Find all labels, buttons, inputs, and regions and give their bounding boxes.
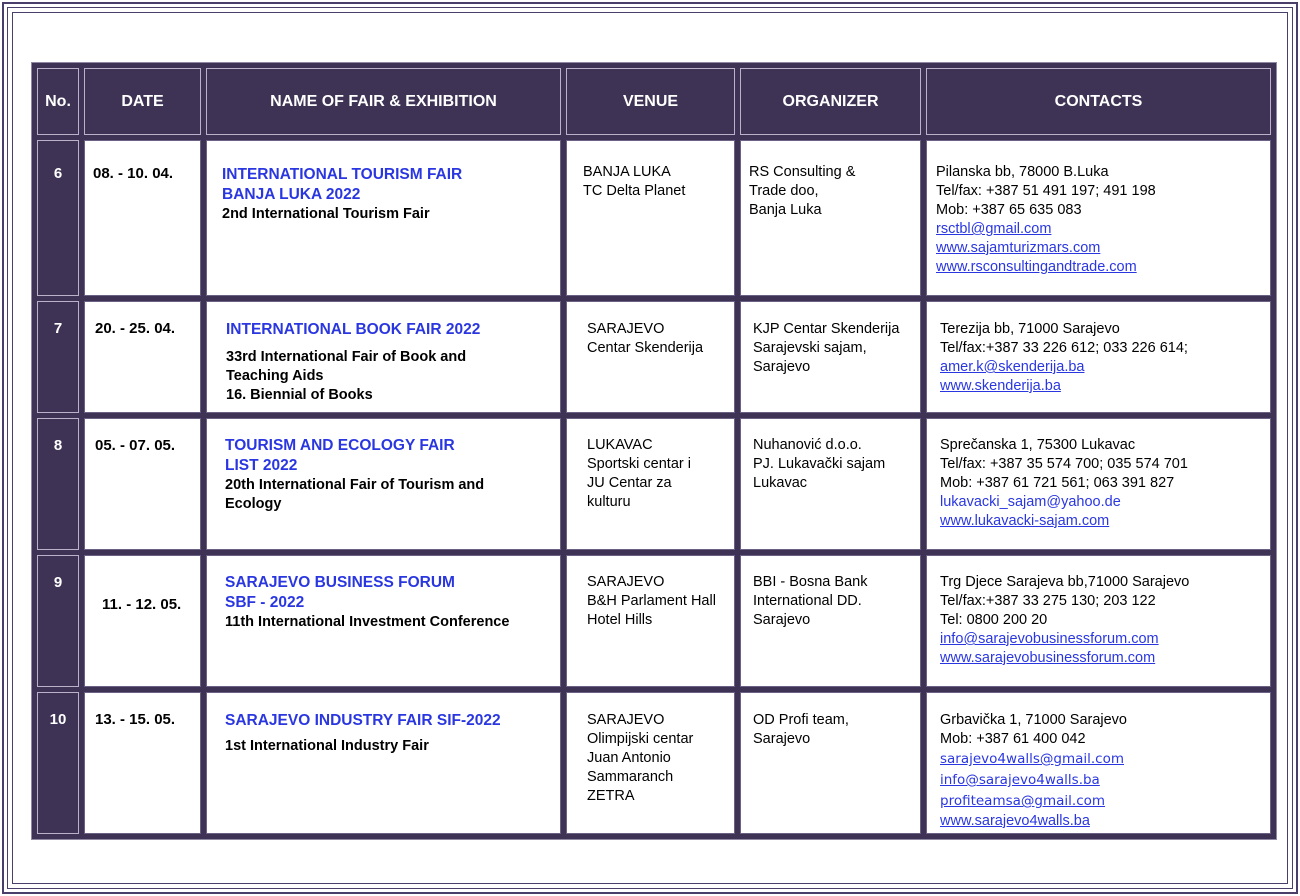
contacts-cell [926, 140, 1271, 296]
fair-name-cell [206, 555, 561, 687]
email-link[interactable]: info@sarajevobusinessforum.com [940, 631, 1159, 647]
email-link[interactable]: profiteamsa@gmail.com [940, 793, 1106, 809]
venue-line: ZETRA [587, 788, 635, 804]
fair-subtitle: Ecology [225, 496, 282, 512]
venue-line: Olimpijski centar [587, 731, 694, 747]
contact-line: Mob: +387 61 721 561; 063 391 827 [940, 475, 1175, 491]
contact-line: Grbavička 1, 71000 Sarajevo [940, 712, 1127, 728]
venue-cell [566, 692, 735, 834]
contact-line: Sprečanska 1, 75300 Lukavac [940, 437, 1136, 453]
website-link[interactable]: www.skenderija.ba [940, 378, 1061, 394]
venue-line: Sammaranch [587, 769, 674, 785]
email-link[interactable]: amer.k@skenderija.ba [940, 359, 1085, 375]
row-number: 10 [37, 692, 79, 834]
fair-subtitle: 11th International Investment Conference [225, 614, 510, 630]
venue-line: SARAJEVO [587, 712, 665, 728]
organizer-cell [740, 692, 921, 834]
contact-line: Trg Djece Sarajeva bb,71000 Sarajevo [940, 574, 1190, 590]
venue-line: Juan Antonio [587, 750, 671, 766]
organizer-line: Sarajevo [753, 612, 811, 628]
header-organizer: ORGANIZER [740, 68, 921, 135]
contact-line: Mob: +387 65 635 083 [936, 202, 1082, 218]
organizer-line: Sarajevski sajam, [753, 340, 867, 356]
row-number: 7 [37, 301, 79, 413]
date-cell [84, 555, 201, 687]
header-name: NAME OF FAIR & EXHIBITION [206, 68, 561, 135]
website-link[interactable]: www.sajamturizmars.com [936, 240, 1101, 256]
contact-line: Terezija bb, 71000 Sarajevo [940, 321, 1120, 337]
website-link[interactable]: www.sarajevo4walls.ba [940, 813, 1090, 829]
venue-line: LUKAVAC [587, 437, 653, 453]
fair-title: SARAJEVO INDUSTRY FAIR SIF-2022 [225, 712, 501, 729]
event-date: 08. - 10. 04. [93, 165, 174, 182]
row-number: 6 [37, 140, 79, 296]
organizer-line: OD Profi team, [753, 712, 849, 728]
organizer-line: Sarajevo [753, 731, 811, 747]
contact-line: Pilanska bb, 78000 B.Luka [936, 164, 1109, 180]
venue-line: SARAJEVO [587, 321, 665, 337]
venue-line: SARAJEVO [587, 574, 665, 590]
venue-line: JU Centar za [587, 475, 672, 491]
organizer-line: Lukavac [753, 475, 808, 491]
event-date: 13. - 15. 05. [95, 711, 176, 728]
event-date: 11. - 12. 05. [102, 596, 182, 613]
fair-title: INTERNATIONAL BOOK FAIR 2022 [226, 321, 481, 338]
header-date: DATE [84, 68, 201, 135]
header-contacts: CONTACTS [926, 68, 1271, 135]
fair-subtitle: 16. Biennial of Books [226, 387, 373, 403]
organizer-line: KJP Centar Skenderija [753, 321, 900, 337]
organizer-line: BBI - Bosna Bank [753, 574, 868, 590]
organizer-line: International DD. [753, 593, 862, 609]
organizer-cell [740, 418, 921, 550]
contact-line: Mob: +387 61 400 042 [940, 731, 1086, 747]
date-cell [84, 140, 201, 296]
organizer-line: Nuhanović d.o.o. [753, 437, 862, 453]
organizer-line: Sarajevo [753, 359, 811, 375]
fair-title: SARAJEVO BUSINESS FORUM [225, 574, 455, 591]
contact-line: Tel/fax: +387 51 491 197; 491 198 [936, 183, 1156, 199]
contact-line: Tel: 0800 200 20 [940, 612, 1048, 628]
organizer-cell [740, 140, 921, 296]
fair-name-cell [206, 301, 561, 413]
organizer-line: PJ. Lukavački sajam [753, 456, 886, 472]
fair-subtitle: 33rd International Fair of Book and [226, 349, 467, 365]
fair-title: TOURISM AND ECOLOGY FAIR [225, 437, 455, 454]
venue-line: B&H Parlament Hall [587, 593, 716, 609]
website-link[interactable]: www.sarajevobusinessforum.com [940, 650, 1156, 666]
organizer-line: Banja Luka [749, 202, 822, 218]
date-cell [84, 692, 201, 834]
organizer-cell [740, 301, 921, 413]
venue-cell [566, 418, 735, 550]
fairs-table [31, 62, 1277, 840]
email-link[interactable]: sarajevo4walls@gmail.com [940, 751, 1124, 767]
email-link[interactable]: lukavacki_sajam@yahoo.de [940, 494, 1121, 510]
contacts-cell [926, 692, 1271, 834]
organizer-line: RS Consulting & [749, 164, 856, 180]
row-number: 8 [37, 418, 79, 550]
fair-subtitle: Teaching Aids [226, 368, 324, 384]
email-link[interactable]: rsctbl@gmail.com [936, 221, 1052, 237]
header-no: No. [37, 68, 79, 135]
event-date: 05. - 07. 05. [95, 437, 176, 454]
venue-line: kulturu [587, 494, 631, 510]
contact-line: Tel/fax:+387 33 226 612; 033 226 614; [940, 340, 1188, 356]
fair-subtitle: 20th International Fair of Tourism and [225, 477, 485, 493]
venue-cell [566, 555, 735, 687]
row-number: 9 [37, 555, 79, 687]
organizer-line: Trade doo, [749, 183, 819, 199]
contact-line: Tel/fax: +387 35 574 700; 035 574 701 [940, 456, 1188, 472]
fair-name-cell [206, 692, 561, 834]
venue-line: BANJA LUKA [583, 164, 671, 180]
venue-line: TC Delta Planet [583, 183, 686, 199]
header-venue: VENUE [566, 68, 735, 135]
contacts-cell [926, 301, 1271, 413]
date-cell [84, 418, 201, 550]
website-link[interactable]: www.lukavacki-sajam.com [940, 513, 1110, 529]
contacts-cell [926, 555, 1271, 687]
fair-title: BANJA LUKA 2022 [222, 186, 361, 203]
contact-line: Tel/fax:+387 33 275 130; 203 122 [940, 593, 1156, 609]
venue-cell [566, 140, 735, 296]
fair-title: LIST 2022 [225, 457, 298, 474]
fair-name-cell [206, 418, 561, 550]
event-date: 20. - 25. 04. [95, 320, 176, 337]
date-cell [84, 301, 201, 413]
website-link[interactable]: www.rsconsultingandtrade.com [936, 259, 1137, 275]
venue-line: Centar Skenderija [587, 340, 704, 356]
fair-title: INTERNATIONAL TOURISM FAIR [222, 166, 463, 183]
organizer-cell [740, 555, 921, 687]
fair-subtitle: 2nd International Tourism Fair [222, 206, 430, 222]
email-link[interactable]: info@sarajevo4walls.ba [940, 772, 1100, 788]
contacts-cell [926, 418, 1271, 550]
venue-cell [566, 301, 735, 413]
fair-title: SBF - 2022 [225, 594, 305, 611]
fair-subtitle: 1st International Industry Fair [225, 738, 429, 754]
venue-line: Sportski centar i [587, 456, 691, 472]
venue-line: Hotel Hills [587, 612, 653, 628]
fair-name-cell [206, 140, 561, 296]
